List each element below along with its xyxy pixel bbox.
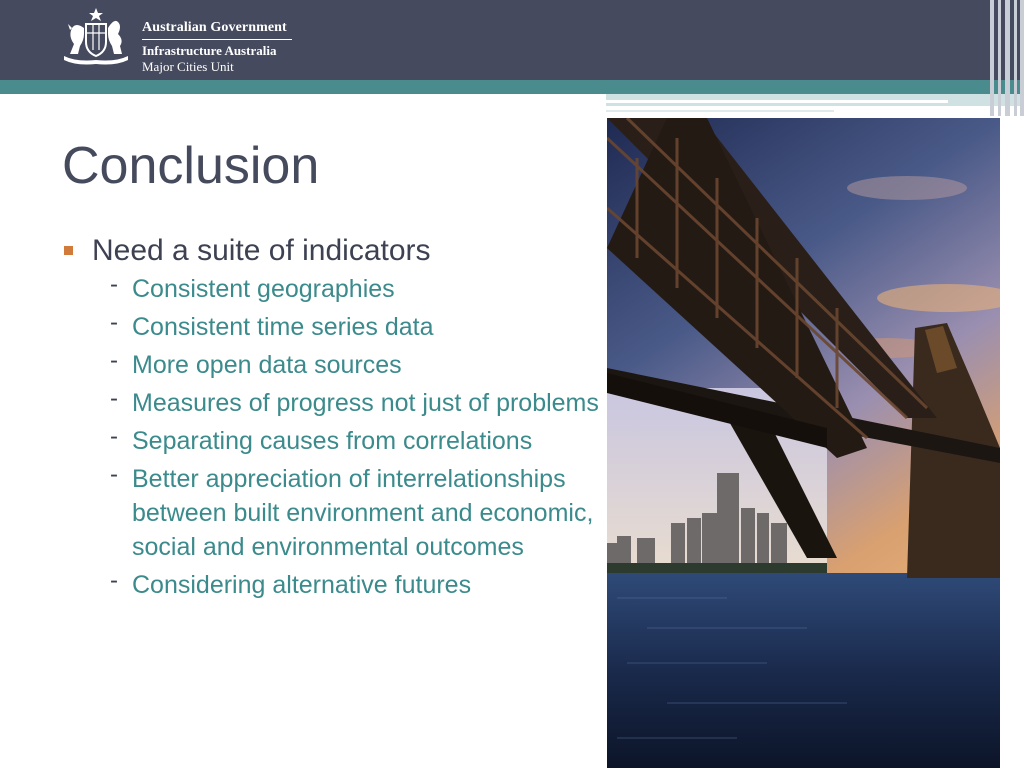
dash-bullet-icon: - — [110, 271, 118, 298]
sub-bullet-item: - More open data sources — [132, 348, 602, 382]
dash-bullet-icon: - — [110, 347, 118, 374]
dash-bullet-icon: - — [110, 567, 118, 594]
agency-name: Infrastructure Australia — [142, 43, 277, 58]
dash-bullet-icon: - — [110, 461, 118, 488]
bridge-illustration — [607, 118, 1000, 768]
unit-name: Major Cities Unit — [142, 59, 234, 74]
sub-bullet-item: - Better appreciation of interrelationships between built environment and economic, social and environmental outcomes — [132, 462, 602, 564]
dash-bullet-icon: - — [110, 385, 118, 412]
sub-bullet-item: - Consistent geographies — [132, 272, 602, 306]
header-divider-line-short — [606, 110, 834, 112]
main-bullet — [62, 232, 602, 270]
org-rule — [142, 39, 292, 40]
government-logo — [56, 6, 298, 80]
sub-bullet-item: - Measures of progress not just of problems — [132, 386, 602, 420]
coat-of-arms-icon — [56, 6, 136, 68]
dash-bullet-icon: - — [110, 423, 118, 450]
main-bullet-text: Need a suite of indicators — [92, 234, 431, 267]
government-wordmark — [142, 20, 292, 75]
header-band — [0, 0, 1024, 80]
sub-bullet-item: - Separating causes from correlations — [132, 424, 602, 458]
header-teal-band — [0, 80, 1024, 94]
sub-bullet-item: - Consistent time series data — [132, 310, 602, 344]
sub-bullet-item: - Considering alternative futures — [132, 568, 602, 602]
org-name: Australian Government — [142, 20, 287, 35]
slide-title: Conclusion — [62, 137, 320, 195]
dash-bullet-icon: - — [110, 309, 118, 336]
slide-content — [62, 232, 602, 606]
header-divider-line — [606, 100, 948, 103]
header-stripes — [988, 0, 1024, 116]
harbour-bridge-photo — [607, 118, 1000, 768]
square-bullet-icon — [64, 246, 73, 255]
sub-bullet-list — [62, 272, 602, 602]
